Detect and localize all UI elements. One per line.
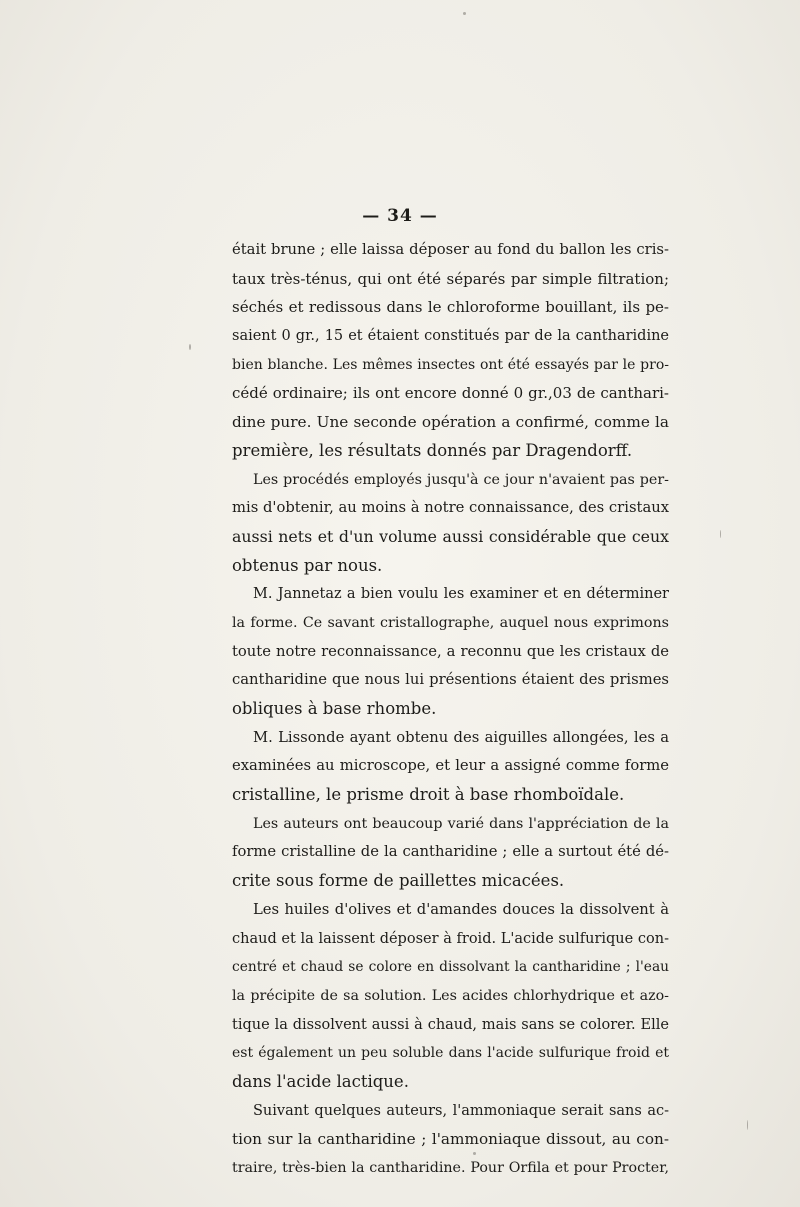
text-line: était brune ; elle laissa déposer au fond du ballon les cris- bbox=[232, 241, 669, 258]
text-line: examinées au microscope, et leur a assigné comme forme bbox=[232, 757, 669, 775]
text-line: cédé ordinaire; ils ont encore donné 0 gr.,03 de canthari- bbox=[232, 384, 669, 403]
text-line: mis d'obtenir, au moins à notre connaissance, des cristaux bbox=[232, 499, 670, 517]
text-line: centré et chaud se colore en dissolvant la cantharidine ; l'eau bbox=[232, 959, 669, 976]
text-line: crite sous forme de paillettes micacées. bbox=[232, 871, 565, 891]
text-line: toute notre reconnaissance, a reconnu que les cristaux de bbox=[232, 642, 669, 660]
text-line: Les huiles d'olives et d'amandes douces la dissolvent à bbox=[253, 900, 669, 918]
text-line: taux très-ténus, qui ont été séparés par simple filtration; bbox=[232, 269, 669, 288]
text-line: la forme. Ce savant cristallographe, auquel nous exprimons bbox=[232, 614, 669, 631]
page-number: — 34 — bbox=[362, 206, 438, 226]
text-line: obliques à base rhombe. bbox=[232, 699, 437, 718]
scan-speck bbox=[720, 530, 721, 538]
text-line: la précipite de sa solution. Les acides chlorhydrique et azo- bbox=[232, 987, 669, 1004]
text-line: forme cristalline de la cantharidine ; elle a surtout été dé- bbox=[232, 843, 669, 861]
scan-speck bbox=[747, 1120, 748, 1130]
scan-speck bbox=[189, 344, 191, 350]
text-line: traire, très-bien la cantharidine. Pour Orfila et pour Procter, bbox=[232, 1160, 669, 1176]
text-line: séchés et redissous dans le chloroforme bouillant, ils pe- bbox=[232, 298, 669, 317]
text-line: cantharidine que nous lui présentions étaient des prismes bbox=[232, 671, 669, 689]
text-line: cristalline, le prisme droit à base rhomboïdale. bbox=[232, 785, 625, 805]
scan-speck bbox=[473, 1152, 476, 1155]
body-text bbox=[232, 236, 669, 1183]
text-line: dans l'acide lactique. bbox=[232, 1071, 409, 1091]
scan-speck bbox=[463, 12, 466, 15]
text-line: aussi nets et d'un volume aussi considérable que ceux bbox=[232, 526, 669, 546]
text-line: saient 0 gr., 15 et étaient constitués par de la cantharidine bbox=[232, 328, 669, 345]
text-line: obtenus par nous. bbox=[232, 555, 383, 575]
text-line: tique la dissolvent aussi à chaud, mais sans se colorer. Elle bbox=[232, 1016, 669, 1033]
text-line: dine pure. Une seconde opération a confirmé, comme la bbox=[232, 413, 669, 432]
text-line: M. Jannetaz a bien voulu les examiner et en déterminer bbox=[253, 586, 669, 603]
text-line: est également un peu soluble dans l'acide sulfurique froid et bbox=[232, 1045, 669, 1062]
text-line: Suivant quelques auteurs, l'ammoniaque serait sans ac- bbox=[253, 1102, 669, 1119]
text-line: chaud et la laissent déposer à froid. L'acide sulfurique con- bbox=[232, 930, 669, 947]
text-line: Les auteurs ont beaucoup varié dans l'appréciation de la bbox=[253, 815, 669, 832]
text-line: première, les résultats donnés par Dragendorff. bbox=[232, 440, 633, 460]
text-line: M. Lissonde ayant obtenu des aiguilles allongées, les a bbox=[253, 728, 669, 746]
text-line: bien blanche. Les mêmes insectes ont été essayés par le pro- bbox=[232, 356, 669, 373]
text-line: tion sur la cantharidine ; l'ammoniaque dissout, au con- bbox=[232, 1130, 669, 1149]
text-line: Les procédés employés jusqu'à ce jour n'avaient pas per- bbox=[253, 471, 669, 488]
